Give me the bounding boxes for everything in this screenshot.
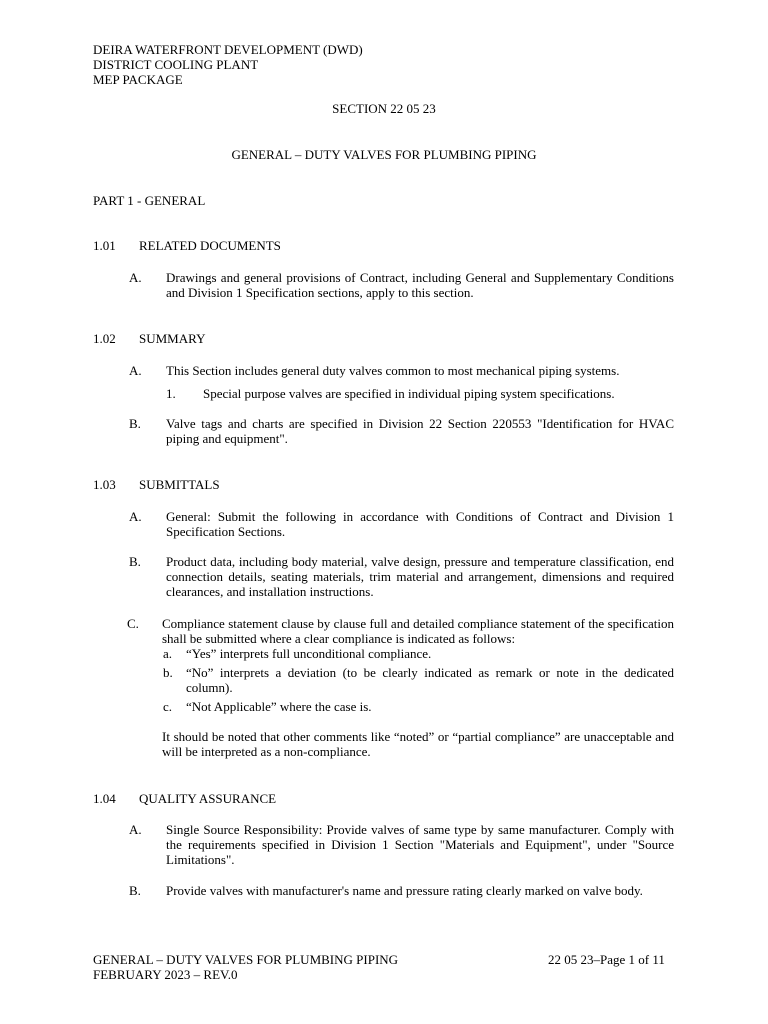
article-title: RELATED DOCUMENTS	[139, 238, 281, 253]
paragraph-text: This Section includes general duty valves common to most mechanical piping systems.	[166, 363, 620, 378]
paragraph-text: Compliance statement clause by clause full and detailed compliance statement of the specification shall be submitted where a clear compliance is indicated as follows:	[162, 616, 674, 646]
subparagraph-label: 1.	[166, 386, 176, 401]
article-number: 1.03	[93, 477, 116, 492]
compliance-note: It should be noted that other comments like “noted” or “partial compliance” are unacceptable and will be interpreted as a non-compliance.	[162, 729, 674, 759]
document-header	[93, 42, 363, 87]
paragraph-text: Single Source Responsibility: Provide valves of same type by same manufacturer. Comply with the requirements specified in Division 1 Section "Materials and Equipment", under "Source Limitations".	[166, 822, 674, 867]
list-item-text: “Not Applicable” where the case is.	[186, 699, 372, 714]
paragraph-text: Drawings and general provisions of Contract, including General and Supplementary Conditions and Division 1 Specification sections, apply to this section.	[166, 270, 674, 300]
paragraph-text: Valve tags and charts are specified in Division 22 Section 220553 "Identification for HVAC piping and equipment".	[166, 416, 674, 446]
footer-page-number: 22 05 23–Page 1 of 11	[548, 952, 665, 967]
header-plant: DISTRICT COOLING PLANT	[93, 57, 259, 72]
article-number: 1.01	[93, 238, 116, 253]
paragraph-label: B.	[129, 554, 141, 569]
paragraph-text: Provide valves with manufacturer's name and pressure rating clearly marked on valve body.	[166, 883, 643, 898]
paragraph-label: A.	[129, 822, 142, 837]
article-title: SUBMITTALS	[139, 477, 220, 492]
list-item-label: c.	[163, 699, 173, 714]
document-footer	[93, 952, 398, 982]
paragraph-label: A.	[129, 509, 142, 524]
footer-title: GENERAL – DUTY VALVES FOR PLUMBING PIPING	[93, 952, 399, 967]
article-number: 1.04	[93, 791, 116, 806]
paragraph-label: B.	[129, 416, 141, 431]
list-item-text: “Yes” interprets full unconditional compliance.	[186, 646, 432, 661]
subparagraph-text: Special purpose valves are specified in individual piping system specifications.	[203, 386, 615, 401]
header-project: DEIRA WATERFRONT DEVELOPMENT (DWD)	[93, 42, 363, 57]
article-title: SUMMARY	[139, 331, 206, 346]
paragraph-label: C.	[127, 616, 139, 631]
footer-date-revision: FEBRUARY 2023 – REV.0	[93, 967, 238, 982]
article-number: 1.02	[93, 331, 116, 346]
list-item-text: “No” interprets a deviation (to be clearly indicated as remark or note in the dedicated column).	[186, 665, 674, 695]
paragraph-label: B.	[129, 883, 141, 898]
list-item-label: b.	[163, 665, 173, 680]
article-title: QUALITY ASSURANCE	[139, 791, 277, 806]
paragraph-label: A.	[129, 363, 142, 378]
part-title: PART 1 - GENERAL	[93, 193, 206, 208]
paragraph-text: General: Submit the following in accordance with Conditions of Contract and Division 1 Specification Sections.	[166, 509, 674, 539]
header-package: MEP PACKAGE	[93, 72, 183, 87]
paragraph-label: A.	[129, 270, 142, 285]
section-number: SECTION 22 05 23	[332, 101, 436, 116]
section-title: GENERAL – DUTY VALVES FOR PLUMBING PIPING	[231, 147, 537, 162]
list-item-label: a.	[163, 646, 173, 661]
paragraph-text: Product data, including body material, valve design, pressure and temperature classification, end connection details, seating materials, trim material and arrangement, dimensions and required clearances, and installation instructions.	[166, 554, 674, 599]
